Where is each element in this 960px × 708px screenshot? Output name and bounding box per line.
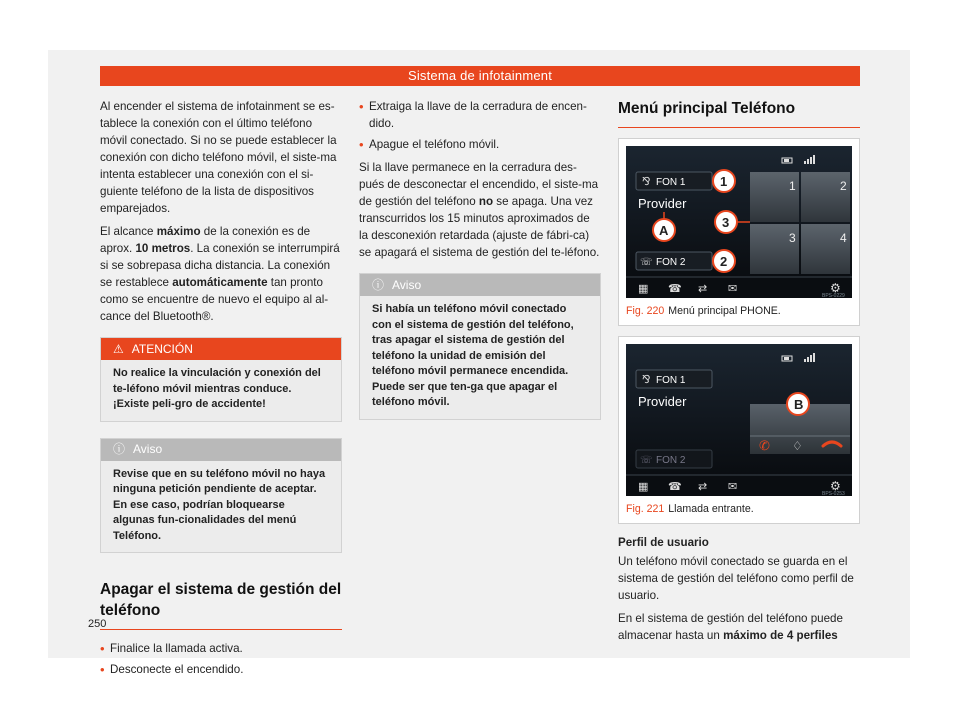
info-icon: ⓘ: [372, 277, 385, 292]
bluetooth-icon: ⅋: [642, 175, 651, 188]
speed-dial-key: 2: [840, 179, 847, 193]
provider-label: Provider: [638, 394, 687, 409]
incoming-call-illustration: [626, 344, 852, 496]
column-3: [618, 98, 860, 650]
paragraph-connection: Al encender el sistema de infotainment se es-tablece la conexión con el último teléfono móvil conectado. Si no se puede establecer la conexión con dicho teléfono móvil, el siste-ma intenta establecer una conexión con el si-guiente teléfono de la lista de dispositivos emparejados.: [100, 100, 337, 215]
contacts-icon: ☎: [668, 282, 682, 295]
fon1-label: FON 1: [656, 375, 686, 386]
warning-text: No realice la vinculación y conexión del te-léfono móvil mientras conduce. ¡Existe peli-gro de accidente!: [113, 367, 321, 410]
column-1: [100, 98, 342, 682]
paragraph-key: Si la llave permanece en la cerradura des-pués de desconectar el encendido, el siste-ma de gestión del teléfono no se apaga. Una vez transcurridos los 15 minutos aproximados de la desconexión retardada (ajuste de fábri-ca) se apagará el sistema de gestión del te-léfono.: [359, 161, 600, 259]
speed-dial-key: 1: [789, 179, 796, 193]
subheading-user-profile: Perfil de usuario: [618, 536, 709, 549]
call-list-icon: ⇄: [698, 282, 708, 295]
bluetooth-icon: ⅋: [642, 373, 651, 386]
warning-icon: ⚠: [113, 341, 124, 356]
section-title-phone-menu: Menú principal Teléfono: [618, 98, 860, 128]
figure-caption: Fig. 221 Llamada entrante.: [626, 503, 754, 515]
speed-dial-key: 4: [840, 231, 847, 245]
message-icon: ✉: [728, 480, 738, 493]
note-text: Si había un teléfono móvil conectado con el sistema de gestión del teléfono, tras apagar el sistema de gestión del teléfono la unidad de emisión del teléfono móvil permanece encendida. Puede ser que ten-ga que apagar el teléfono móvil.: [372, 303, 574, 408]
figure-caption: Fig. 220 Menú principal PHONE.: [626, 305, 781, 317]
paragraph-profiles-max: En el sistema de gestión del teléfono puede almacenar hasta un máximo de 4 perfiles: [618, 612, 843, 642]
speed-dial-key: 3: [789, 231, 796, 245]
bell-icon: ♢: [792, 439, 803, 453]
keypad-icon: ▦: [638, 282, 649, 295]
note-box: [100, 438, 342, 554]
list-item: • Finalice la llamada activa.: [100, 640, 342, 657]
paragraph-range: El alcance máximo de la conexión es de aprox. 10 metros. La conexión se interrumpirá si se sobrepasa dicha distancia. La conexión se restablece automáticamente tan pronto como se encuentre de nuevo el equipo al al-cance del Bluetooth®.: [100, 225, 340, 323]
figure-code: BPS-0253: [822, 491, 845, 496]
figure-code: BPS-0229: [822, 293, 845, 298]
callout-label: 2: [720, 254, 728, 269]
fon1-label: FON 1: [656, 177, 686, 188]
page-header: Sistema de infotainment: [100, 66, 860, 86]
incoming-call-screen: [626, 344, 852, 496]
settings-icon: ⚙: [830, 281, 841, 295]
page-number: 250: [88, 618, 107, 630]
provider-label: Provider: [638, 196, 687, 211]
paragraph-profile: Un teléfono móvil conectado se guarda en el sistema de gestión del teléfono como perfil de usuario.: [618, 555, 854, 602]
list-item: • Desconecte el encendido.: [100, 661, 342, 678]
callout-label: 3: [722, 215, 730, 230]
settings-icon: ⚙: [830, 479, 841, 493]
note-title: Aviso: [392, 277, 422, 292]
warning-title: ATENCIÓN: [131, 341, 193, 356]
callout-label: 1: [720, 174, 728, 189]
phone-icon: ☏: [640, 257, 653, 268]
contacts-icon: ☎: [668, 480, 682, 493]
info-icon: ⓘ: [113, 442, 126, 456]
column-2: [359, 98, 601, 436]
message-icon: ✉: [728, 282, 738, 295]
phone-main-menu-screen: [626, 146, 852, 298]
keypad-icon: ▦: [638, 480, 649, 493]
note-title: Aviso: [133, 442, 163, 456]
figure-221: [618, 336, 860, 524]
fon2-label: FON 2: [656, 257, 686, 268]
callout-label: B: [794, 397, 804, 412]
accept-call-icon: ✆: [759, 439, 770, 454]
callout-label: A: [659, 223, 669, 238]
list-item: • Extraiga la llave de la cerradura de encen-dido.: [359, 98, 601, 132]
note-box: [359, 273, 601, 420]
list-item: • Apague el teléfono móvil.: [359, 136, 601, 153]
note-text: Revise que en su teléfono móvil no haya ninguna petición pendiente de aceptar. En ese caso, podrían bloquearse algunas fun-cionalidades del menú Teléfono.: [113, 467, 326, 542]
section-title-shutdown: Apagar el sistema de gestión del teléfono: [100, 579, 342, 630]
phone-main-menu-illustration: [626, 146, 852, 298]
warning-box: [100, 337, 342, 422]
call-list-icon: ⇄: [698, 480, 708, 493]
fon2-label: FON 2: [656, 455, 686, 466]
figure-220: [618, 138, 860, 326]
phone-icon: ☏: [640, 455, 653, 466]
